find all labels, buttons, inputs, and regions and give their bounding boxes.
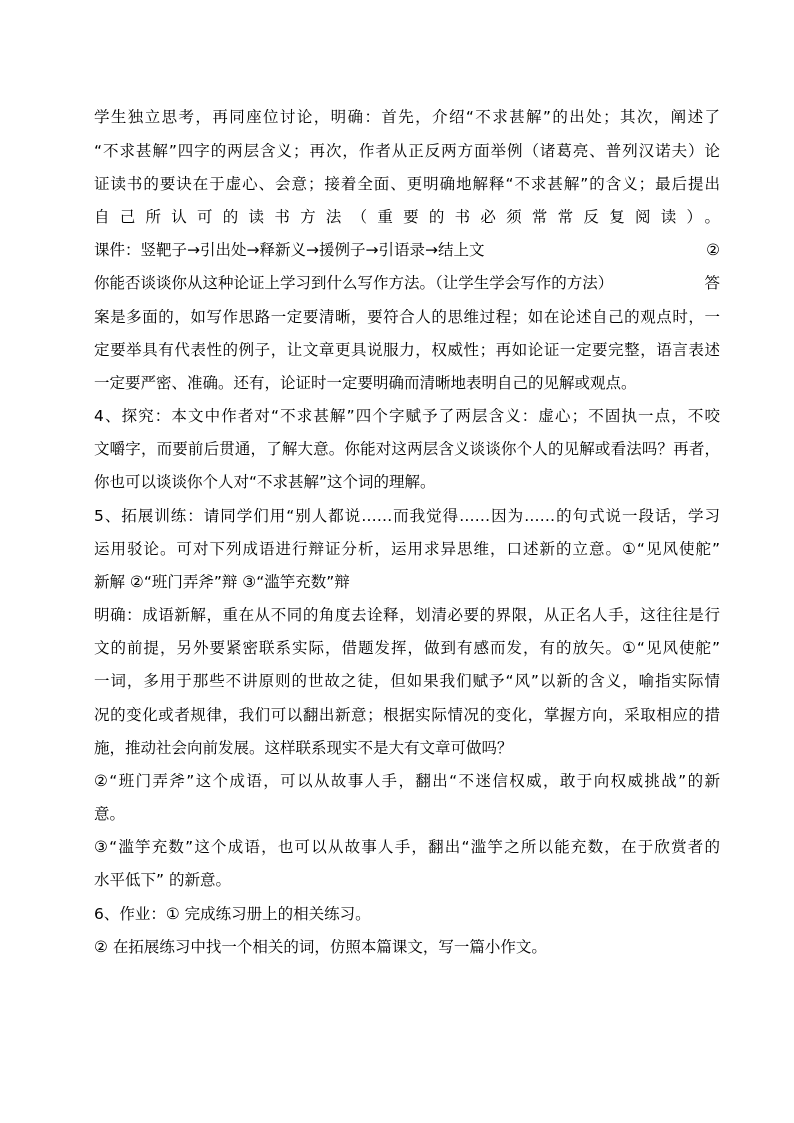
answer-start: 答 — [704, 274, 720, 292]
text-line-22: 意。 — [94, 805, 126, 823]
text-line-5 — [94, 240, 720, 260]
text-line-11: 文嚼字，而要前后贯通，了解大意。你能对这两层含义谈谈你个人的见解或看法吗？再者， — [94, 440, 720, 458]
text-line-15: 新解 ②“班门弄斧”辩 ③“滥竽充数”辩 — [94, 573, 350, 591]
text-line-13: 5、拓展训练：请同学们用“别人都说……而我觉得……因为……的句式说一段话，学习 — [94, 507, 720, 525]
text-line-12: 你也可以谈谈你个人对“不求甚解”这个词的理解。 — [94, 473, 436, 491]
text-line-19: 况的变化或者规律，我们可以翻出新意；根据实际情况的变化，掌握方向，采取相应的措 — [94, 706, 720, 724]
text-line-10: 4、探究：本文中作者对“不求甚解”四个字赋予了两层含义：虚心；不固执一点，不咬 — [94, 407, 720, 425]
text-line-18: 一词，多用于那些不讲原则的世故之徒，但如果我们赋予“风”以新的含义，喻指实际情 — [94, 672, 720, 690]
text-line-2: “不求甚解”四字的两层含义；再次，作者从正反两方面举例（诸葛亮、普列汉诺夫）论 — [94, 142, 720, 160]
text-line-4: 自己所认可的读书方法（重要的书必须常常反复阅读）。 — [94, 208, 720, 226]
courseware-flow: 课件：竖靶子→引出处→释新义→援例子→引语录→结上文 — [94, 241, 485, 259]
text-line-26: ② 在拓展练习中找一个相关的词，仿照本篇课文，写一篇小作文。 — [94, 938, 547, 956]
text-line-23: ③“滥竽充数”这个成语，也可以从故事人手，翻出“滥竽之所以能充数，在于欣赏者的 — [94, 838, 720, 856]
text-line-8: 定要举具有代表性的例子，让文章更具说服力，权威性；再如论证一定要完整，语言表述 — [94, 341, 720, 359]
question-text: 你能否谈谈你从这种论证上学习到什么写作方法。（让学生学会写作的方法） — [94, 274, 614, 292]
text-line-14: 运用驳论。可对下列成语进行辩证分析，运用求异思维，口述新的立意。①“见风使舵” — [94, 540, 720, 558]
text-line-1: 学生独立思考，再同座位讨论，明确：首先，介绍“不求甚解”的出处；其次，阐述了 — [94, 108, 720, 126]
text-line-3: 证读书的要诀在于虚心、会意；接着全面、更明确地解释“不求甚解”的含义；最后提出 — [94, 175, 720, 193]
text-line-6 — [94, 273, 720, 293]
text-line-20: 施，推动社会向前发展。这样联系现实不是大有文章可做吗？ — [94, 739, 513, 757]
text-line-7: 案是多面的，如写作思路一定要清晰，要符合人的思维过程；如在论述自己的观点时，一 — [94, 308, 720, 326]
text-line-16: 明确：成语新解，重在从不同的角度去诠释，划清必要的界限，从正名人手，这往往是行 — [94, 606, 720, 624]
text-line-9: 一定要严密、准确。还有，论证时一定要明确而清晰地表明自己的见解或观点。 — [94, 374, 637, 392]
item-marker: ② — [706, 241, 720, 259]
text-line-24: 水平低下” 的新意。 — [94, 871, 231, 889]
text-line-17: 文的前提，另外要紧密联系实际，借题发挥，做到有感而发，有的放矢。①“见风使舵” — [94, 639, 720, 657]
text-line-25: 6、作业：① 完成练习册上的相关练习。 — [94, 905, 371, 923]
text-line-21: ②“班门弄斧”这个成语，可以从故事人手，翻出“不迷信权威，敢于向权威挑战”的新 — [94, 772, 720, 790]
